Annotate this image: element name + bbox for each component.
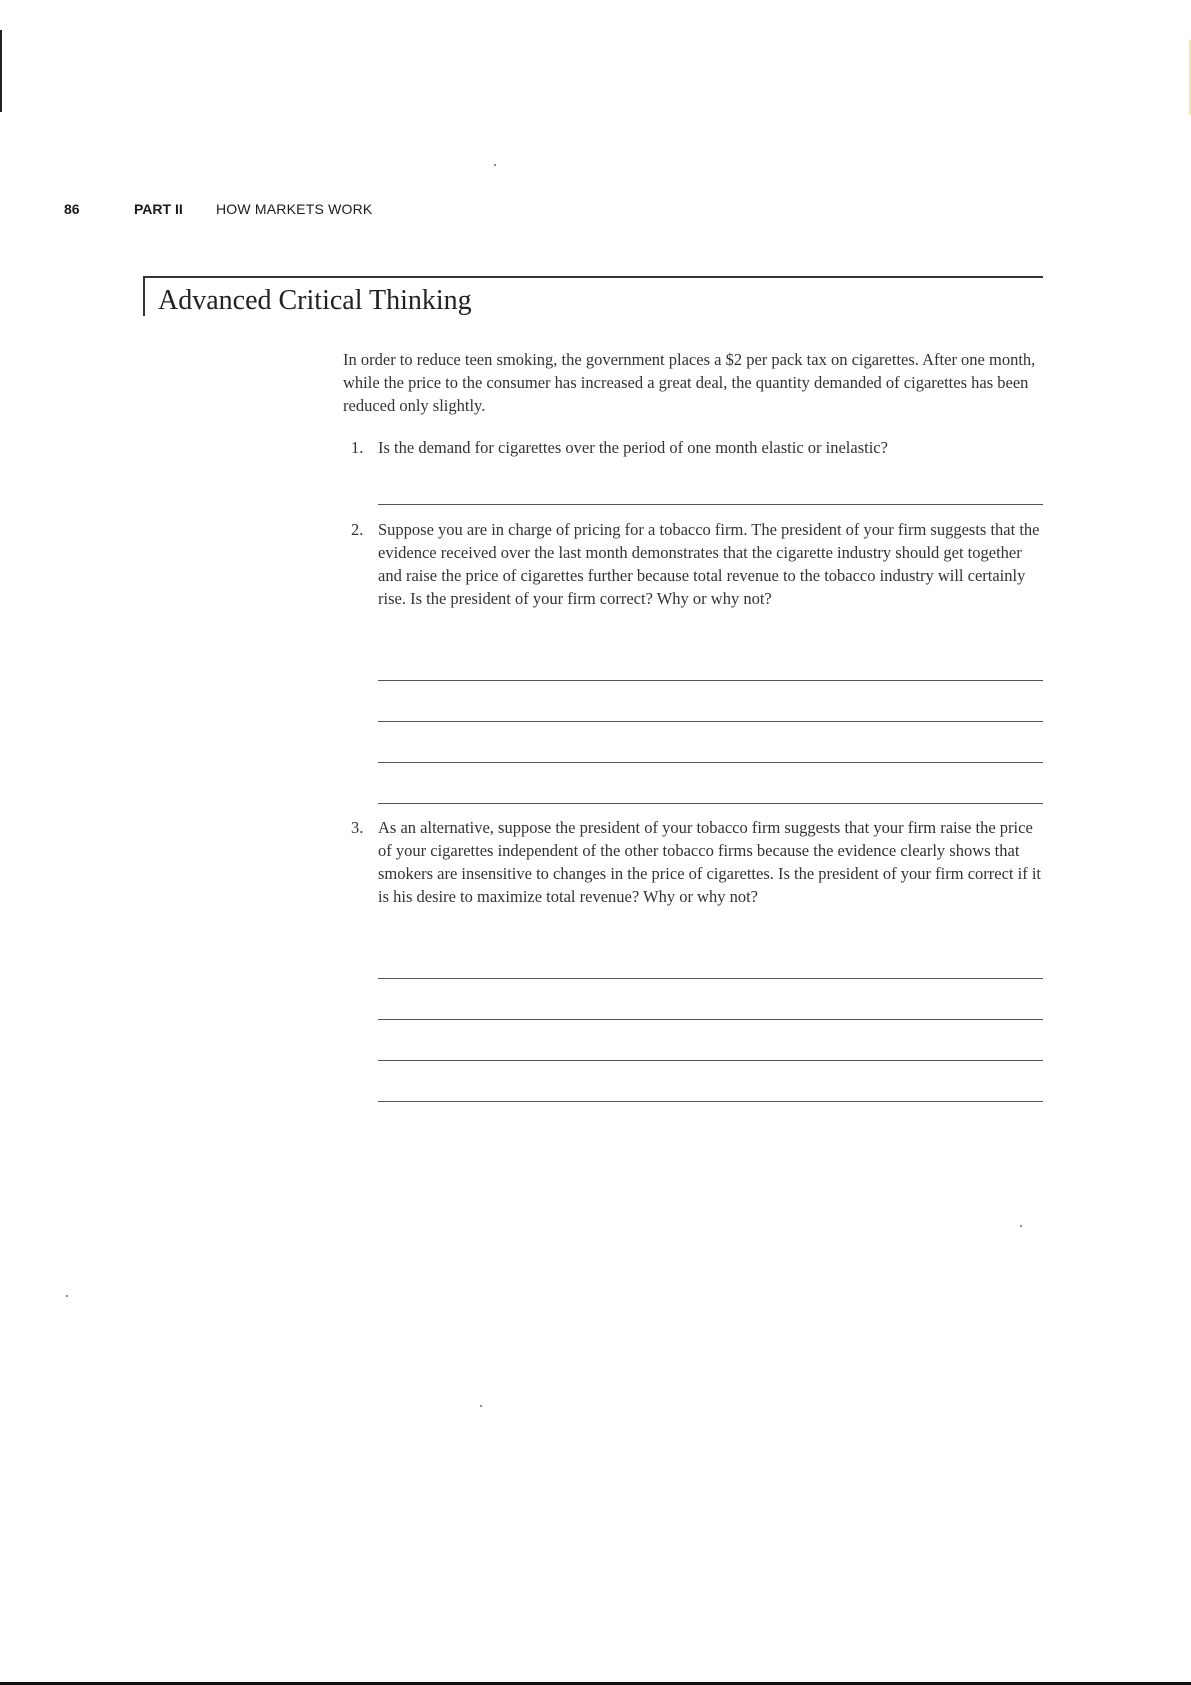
answer-line-q3-2[interactable] xyxy=(378,1019,1043,1020)
intro-paragraph: In order to reduce teen smoking, the government places a $2 per pack tax on cigarettes. After one month, while the price to the consumer has increased a great deal, the quantity demanded of cigarettes has been reduced only slightly. xyxy=(343,350,1036,415)
scan-edge-left xyxy=(0,30,2,112)
heading-rule xyxy=(143,276,1043,278)
answer-line-q2-1[interactable] xyxy=(378,680,1043,681)
question-number: 1. xyxy=(351,438,364,457)
scan-speck xyxy=(66,1295,68,1297)
answer-line-q2-3[interactable] xyxy=(378,762,1043,763)
question-text: As an alternative, suppose the president of your tobacco firm suggests that your firm raise the price of your cigarettes independent of the other tobacco firms because the evidence clearly shows that smokers are insensitive to changes in the price of cigarettes. Is the president of your firm correct if it is his desire to maximize total revenue? Why or why not? xyxy=(378,818,1041,906)
answer-line-q2-2[interactable] xyxy=(378,721,1043,722)
question-number: 3. xyxy=(351,818,364,837)
scan-speck xyxy=(1020,1225,1022,1227)
answer-line-q3-3[interactable] xyxy=(378,1060,1043,1061)
answer-line-q2-4[interactable] xyxy=(378,803,1043,804)
answer-line-q3-1[interactable] xyxy=(378,978,1043,979)
question-1 xyxy=(343,436,1043,459)
answer-line-q3-4[interactable] xyxy=(378,1101,1043,1102)
page-title: Advanced Critical Thinking xyxy=(158,285,472,316)
page-number: 86 xyxy=(64,201,80,217)
question-number: 2. xyxy=(351,520,364,539)
section-title: HOW MARKETS WORK xyxy=(216,201,373,217)
question-2 xyxy=(343,518,1043,610)
scan-speck xyxy=(494,164,496,166)
question-text: Suppose you are in charge of pricing for a tobacco firm. The president of your firm suggests that the evidence received over the last month demonstrates that the cigarette industry should get together and raise the price of cigarettes further because total revenue to the tobacco industry will certainly rise. Is the president of your firm correct? Why or why not? xyxy=(378,520,1040,608)
scan-speck xyxy=(480,1405,482,1407)
answer-line-q1-1[interactable] xyxy=(378,504,1043,505)
question-3 xyxy=(343,816,1043,908)
part-label: PART II xyxy=(134,201,183,217)
heading-bracket xyxy=(143,276,145,316)
question-text: Is the demand for cigarettes over the period of one month elastic or inelastic? xyxy=(378,438,888,457)
